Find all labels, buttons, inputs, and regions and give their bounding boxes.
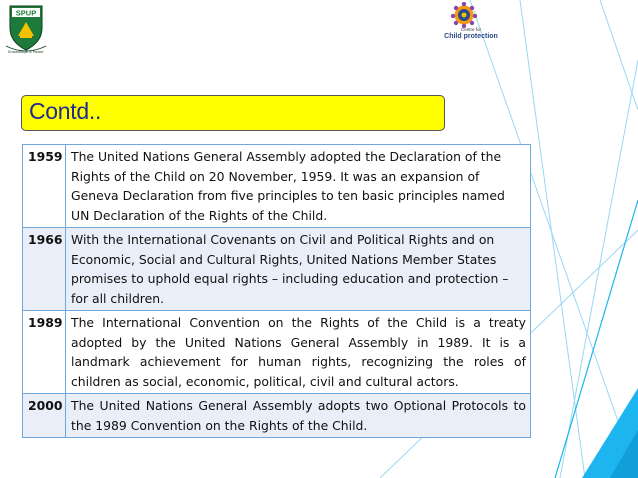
title-bar bbox=[21, 95, 445, 131]
year-cell: 1966 bbox=[23, 228, 66, 311]
table-row bbox=[23, 145, 531, 228]
child-protection-label bbox=[441, 28, 501, 40]
year-cell: 2000 bbox=[23, 394, 66, 438]
child-protection-logo bbox=[434, 2, 500, 50]
spup-logo-text: SPUP bbox=[15, 8, 37, 18]
description-cell: The International Convention on the Rights of the Child is a treaty adopted by the United Nations General Assembly in 1989. It is a landmark achievement for human rights, recognizing the roles of children as social, economic, political, civil and cultural actors. bbox=[66, 311, 531, 394]
spup-motto: Knowledge & Power bbox=[8, 50, 44, 54]
table-row bbox=[23, 311, 531, 394]
year-cell: 1989 bbox=[23, 311, 66, 394]
description-cell: The United Nations General Assembly adopts two Optional Protocols to the 1989 Convention on the Rights of the Child. bbox=[66, 394, 531, 438]
child-protection-line2: Child protection bbox=[444, 32, 498, 40]
description-cell: The United Nations General Assembly adopted the Declaration of the Rights of the Child on 20 November, 1959. It was an expansion of Geneva Declaration from five principles to ten basic principles named UN Declaration of the Rights of the Child. bbox=[66, 145, 531, 228]
table-row bbox=[23, 228, 531, 311]
child-protection-line1: Centre for bbox=[460, 27, 481, 32]
description-cell: With the International Covenants on Civil and Political Rights and on Economic, Social and Cultural Rights, United Nations Member States promises to uphold equal rights – including education and protection – for all children. bbox=[66, 228, 531, 311]
year-cell: 1959 bbox=[23, 145, 66, 228]
table-row bbox=[23, 394, 531, 438]
spup-logo bbox=[4, 2, 48, 54]
slide-title: Contd.. bbox=[29, 98, 102, 124]
timeline-table bbox=[22, 144, 531, 438]
